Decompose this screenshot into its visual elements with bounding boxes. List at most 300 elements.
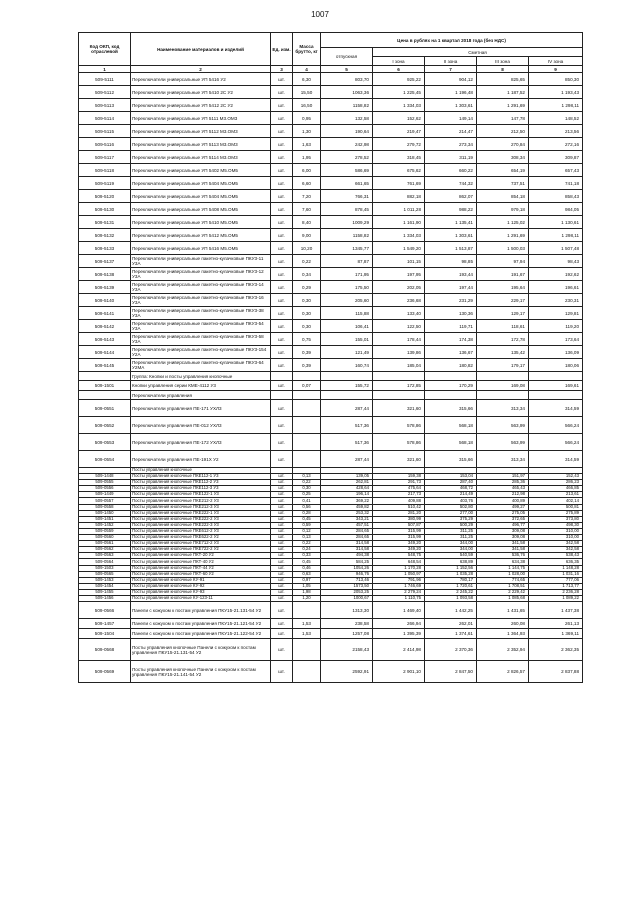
row-name: Переключатели универсальные пакетно-кулачковые ПКУ3-16 У3А — [131, 294, 271, 307]
row-price-release: 196,14 — [321, 492, 373, 498]
row-code: 509-5145 — [79, 359, 131, 372]
row-name: Посты управления кнопочные ПКЕ222-1 У3 — [131, 510, 271, 516]
row-name: Переключатели универсальные пакетно-кулачковые ПКУ3-14 У3А — [131, 281, 271, 294]
row-name: Посты управления кнопочные — [131, 468, 271, 474]
row-mass: 16,50 — [293, 99, 321, 112]
row-name: Переключатели универсальные УП 5404 М5.ОМ5 — [131, 177, 271, 190]
row-mass: 0,39 — [293, 346, 321, 359]
row-unit: шт. — [271, 268, 293, 281]
row-name: Переключатели универсальные УП 5402 М5.ОМ5 — [131, 164, 271, 177]
row-name: Посты управления кнопочные ПКЕ112-2 У3 — [131, 480, 271, 486]
header-estimate: Сметная — [373, 48, 583, 57]
row-code: 509-5139 — [79, 281, 131, 294]
row-price-zone-4: 1 713,77 — [529, 583, 583, 589]
row-unit: шт. — [271, 346, 293, 359]
row-code: 509-5133 — [79, 242, 131, 255]
row-price-release: 369,22 — [321, 498, 373, 504]
row-code: 509-5111 — [79, 73, 131, 86]
row-price-zone-1: 1 225,45 — [373, 86, 425, 99]
row-price-zone-1: 409,88 — [373, 498, 425, 504]
row-name: Посты управления кнопочные ПКЕ212-2 У3 — [131, 498, 271, 504]
row-price-zone-3: 737,51 — [477, 177, 529, 190]
header-zone-2: II зона — [425, 57, 477, 66]
row-unit: шт. — [271, 498, 293, 504]
row-code: 509-0559 — [79, 528, 131, 534]
row-price-zone-1: 291,73 — [373, 480, 425, 486]
row-price-zone-2: 500,29 — [425, 522, 477, 528]
row-mass: 6,60 — [293, 177, 321, 190]
row-price-zone-4: 310,00 — [529, 535, 583, 541]
row-price-release: 517,36 — [321, 417, 373, 434]
row-mass: 0,30 — [293, 307, 321, 320]
table-row — [79, 307, 583, 320]
row-price-zone-4: 1 089,22 — [529, 595, 583, 601]
row-name: Панели с кожухом к постам управления ПКУ15-21.131-54 У2 — [131, 602, 271, 619]
header-zone-1: I зона — [373, 57, 425, 66]
row-code: 509-5137 — [79, 255, 131, 268]
row-price-release: 253,32 — [321, 510, 373, 516]
row-price-zone-3: 151,97 — [477, 474, 529, 480]
row-code: 509-0568 — [79, 639, 131, 661]
row-price-zone-1: 1 549,20 — [373, 242, 425, 255]
row-price-zone-1: 1 746,69 — [373, 583, 425, 589]
row-unit: шт. — [271, 629, 293, 639]
table-row — [79, 281, 583, 294]
row-name: Посты управления кнопочные ПКЕ122-1 У3 — [131, 492, 271, 498]
row-code: 509-1450 — [79, 510, 131, 516]
row-price-zone-4: 261,13 — [529, 619, 583, 629]
row-price-zone-3: 309,08 — [477, 528, 529, 534]
col-number: 7 — [425, 66, 477, 73]
row-unit — [271, 391, 293, 400]
row-unit: шт. — [271, 480, 293, 486]
col-number: 4 — [293, 66, 321, 73]
row-price-zone-4: 850,30 — [529, 73, 583, 86]
row-price-release: 175,50 — [321, 281, 373, 294]
table-row — [79, 359, 583, 372]
row-price-zone-2: 2 370,36 — [425, 639, 477, 661]
row-price-zone-1: 321,60 — [373, 400, 425, 417]
row-price-zone-4: 1 193,43 — [529, 86, 583, 99]
row-price-zone-2: 660,22 — [425, 164, 477, 177]
row-code: 509-5118 — [79, 164, 131, 177]
row-mass: 1,53 — [293, 619, 321, 629]
row-price-zone-1: 548,75 — [373, 553, 425, 559]
row-name: Посты управления кнопочные ПКЕ612-2 У3 — [131, 528, 271, 534]
row-name: Переключатели универсальные УП 5416 У2 — [131, 73, 271, 86]
table-row — [79, 639, 583, 661]
row-unit: шт. — [271, 281, 293, 294]
row-price-zone-1: 925,22 — [373, 73, 425, 86]
header-code: Код ОКП, код отраслевой — [79, 33, 131, 66]
row-mass: 0,28 — [293, 510, 321, 516]
row-mass: 0,25 — [293, 492, 321, 498]
row-unit: шт. — [271, 138, 293, 151]
row-unit: шт. — [271, 559, 293, 565]
row-name: Посты управления кнопочные ПКТ-40 У2 — [131, 559, 271, 565]
row-price-zone-1: 315,99 — [373, 535, 425, 541]
row-code: 509-5143 — [79, 333, 131, 346]
row-price-zone-1: 2 414,98 — [373, 639, 425, 661]
row-unit: шт. — [271, 333, 293, 346]
row-price-zone-2: 568,18 — [425, 417, 477, 434]
header-zone-3: III зона — [477, 57, 529, 66]
row-price-zone-1: 510,42 — [373, 504, 425, 510]
row-code: 509-5142 — [79, 320, 131, 333]
row-mass — [293, 639, 321, 661]
row-price-zone-3: 1 291,69 — [477, 99, 529, 112]
row-price-zone-4: 136,09 — [529, 346, 583, 359]
row-code: 509-5120 — [79, 190, 131, 203]
row-price-zone-4: 275,89 — [529, 510, 583, 516]
row-unit: шт. — [271, 151, 293, 164]
row-code: 509-5114 — [79, 112, 131, 125]
row-price-zone-2: 1 442,25 — [425, 602, 477, 619]
row-mass: 0,07 — [293, 381, 321, 391]
row-mass: 0,24 — [293, 547, 321, 553]
row-name: Переключатели универсальные пакетно-кулачковые ПКУ3-54 У3А — [131, 320, 271, 333]
row-unit: шт. — [271, 190, 293, 203]
row-price-zone-3: 229,17 — [477, 294, 529, 307]
row-unit: шт. — [271, 320, 293, 333]
row-price-release: 155,01 — [321, 333, 373, 346]
row-code: 509-5140 — [79, 294, 131, 307]
row-price-zone-3: 979,18 — [477, 203, 529, 216]
row-mass: 0,13 — [293, 474, 321, 480]
row-code: 509-0555 — [79, 480, 131, 486]
row-price-release: 238,58 — [321, 619, 373, 629]
row-code: 509-0553 — [79, 434, 131, 451]
row-price-release: 121,49 — [321, 346, 373, 359]
row-code: 509-1503 — [79, 565, 131, 571]
row-mass: 0,29 — [293, 281, 321, 294]
row-price-release: 284,65 — [321, 535, 373, 541]
row-price-release: 314,58 — [321, 541, 373, 547]
row-unit: шт. — [271, 99, 293, 112]
row-name: Переключатели универсальные УП 5408 М5.ОМ5 — [131, 203, 271, 216]
row-name: Посты управления кнопочные ПКТ-60 У2 — [131, 571, 271, 577]
row-name: Переключатели универсальные пакетно-кулачковые ПКУ3-64 У2МА — [131, 359, 271, 372]
table-row — [79, 112, 583, 125]
row-price-zone-3: 308,34 — [477, 151, 529, 164]
row-price-zone-3: 634,38 — [477, 559, 529, 565]
table-body — [79, 73, 583, 683]
row-price-release: 314,58 — [321, 547, 373, 553]
table-row — [79, 151, 583, 164]
row-price-release: 1063,36 — [321, 86, 373, 99]
row-unit: шт. — [271, 639, 293, 661]
row-price-zone-2: 2 847,50 — [425, 661, 477, 683]
row-code: 509-0565 — [79, 571, 131, 577]
row-price-zone-2: 315,66 — [425, 451, 477, 468]
price-table-container — [78, 32, 582, 683]
col-number: 1 — [79, 66, 131, 73]
row-price-release: 115,88 — [321, 307, 373, 320]
row-price-zone-3: 313,34 — [477, 400, 529, 417]
row-price-zone-4: 173,64 — [529, 333, 583, 346]
row-price-zone-4: 538,43 — [529, 553, 583, 559]
row-price-zone-4: 152,43 — [529, 474, 583, 480]
row-mass: 0,22 — [293, 541, 321, 547]
row-price-zone-2: 311,25 — [425, 528, 477, 534]
header-unit: Ед. изм. — [271, 33, 293, 66]
row-unit: шт. — [271, 492, 293, 498]
row-code: 509-1448 — [79, 474, 131, 480]
row-code: 509-0552 — [79, 417, 131, 434]
table-row — [79, 400, 583, 417]
row-price-zone-1: 178,44 — [373, 333, 425, 346]
row-price-zone-3: 854,18 — [477, 190, 529, 203]
row-unit: шт. — [271, 541, 293, 547]
row-price-release: 106,41 — [321, 320, 373, 333]
row-mass — [293, 451, 321, 468]
row-price-zone-1: 578,86 — [373, 417, 425, 434]
row-price-zone-2: 287,40 — [425, 480, 477, 486]
row-mass: 1,05 — [293, 583, 321, 589]
row-price-zone-4: 1 369,11 — [529, 629, 583, 639]
table-row — [79, 216, 583, 229]
row-price-zone-4: 119,20 — [529, 320, 583, 333]
row-code: 509-5132 — [79, 229, 131, 242]
row-price-zone-3: 172,78 — [477, 333, 529, 346]
row-price-zone-2 — [425, 372, 477, 381]
row-price-zone-1: 266,94 — [373, 619, 425, 629]
row-price-release: 343,21 — [321, 516, 373, 522]
row-code: 509-0551 — [79, 400, 131, 417]
column-number-row — [79, 66, 583, 73]
row-unit: шт. — [271, 528, 293, 534]
row-price-zone-3: 309,08 — [477, 535, 529, 541]
row-price-zone-1: 1 395,39 — [373, 629, 425, 639]
row-mass: 0,95 — [293, 112, 321, 125]
row-price-zone-3: 774,65 — [477, 577, 529, 583]
row-mass: 1,98 — [293, 589, 321, 595]
row-mass: 6,30 — [293, 73, 321, 86]
row-code: 509-5116 — [79, 138, 131, 151]
header-mass: Масса брутто, кг — [293, 33, 321, 66]
row-price-zone-4: 272,16 — [529, 138, 583, 151]
row-price-zone-1: 281,20 — [373, 510, 425, 516]
row-price-zone-2: 862,07 — [425, 190, 477, 203]
row-price-zone-4: 636,35 — [529, 559, 583, 565]
row-price-zone-3: 270,84 — [477, 138, 529, 151]
row-price-zone-2: 904,12 — [425, 73, 477, 86]
row-price-zone-1: 349,20 — [373, 547, 425, 553]
table-row — [79, 434, 583, 451]
row-price-zone-2: 149,14 — [425, 112, 477, 125]
row-price-zone-2: 311,25 — [425, 535, 477, 541]
row-price-zone-3: 341,58 — [477, 541, 529, 547]
row-name: Переключатели универсальные пакетно-кулачковые ПКУ3-12 У3А — [131, 268, 271, 281]
row-price-zone-4 — [529, 391, 583, 400]
row-price-zone-4: 286,23 — [529, 480, 583, 486]
row-price-zone-3: 97,94 — [477, 255, 529, 268]
row-name: Переключатели управления ПЕ-012 УХЛ3 — [131, 417, 271, 434]
row-mass: 9,00 — [293, 229, 321, 242]
row-name: Панели с кожухом к постам управления ПКУ15-21.122-54 У2 — [131, 629, 271, 639]
row-price-release: 1257,08 — [321, 629, 373, 639]
row-price-zone-2 — [425, 391, 477, 400]
row-unit: шт. — [271, 571, 293, 577]
row-name: Посты управления кнопочные ПКЕ722-2 У2 — [131, 547, 271, 553]
row-mass: 7,60 — [293, 203, 321, 216]
row-price-zone-1 — [373, 391, 425, 400]
row-price-zone-2: 170,29 — [425, 381, 477, 391]
row-name: Посты управления кнопочные ПКТ-44 У2 — [131, 565, 271, 571]
row-price-zone-1: 315,99 — [373, 528, 425, 534]
row-mass: 0,97 — [293, 577, 321, 583]
row-code: 509-5117 — [79, 151, 131, 164]
row-unit: шт. — [271, 589, 293, 595]
row-price-zone-1: 152,62 — [373, 112, 425, 125]
header-release: отпускная — [321, 48, 373, 66]
row-price-zone-2: 130,36 — [425, 307, 477, 320]
row-price-zone-2: 744,32 — [425, 177, 477, 190]
row-unit: шт. — [271, 203, 293, 216]
table-row — [79, 255, 583, 268]
row-code: 509-0563 — [79, 553, 131, 559]
row-mass: 6,00 — [293, 164, 321, 177]
row-code: 509-0554 — [79, 451, 131, 468]
row-price-zone-4: 169,61 — [529, 381, 583, 391]
row-code: 509-5131 — [79, 216, 131, 229]
table-row — [79, 391, 583, 400]
row-price-zone-2: 638,89 — [425, 559, 477, 565]
row-name: Переключатели универсальные УП 5113 М3.ОМ3 — [131, 138, 271, 151]
row-price-zone-1: 236,68 — [373, 294, 425, 307]
row-price-zone-3: 212,98 — [477, 492, 529, 498]
row-price-zone-4: 402,14 — [529, 498, 583, 504]
row-price-zone-4: 98,43 — [529, 255, 583, 268]
row-price-zone-3: 1 291,69 — [477, 229, 529, 242]
row-unit: шт. — [271, 474, 293, 480]
row-unit: шт. — [271, 595, 293, 601]
row-price-zone-4: 2 362,35 — [529, 639, 583, 661]
row-mass: 0,46 — [293, 565, 321, 571]
row-price-zone-2: 540,59 — [425, 553, 477, 559]
row-price-zone-1: 507,87 — [373, 522, 425, 528]
row-price-zone-4: 1 298,11 — [529, 229, 583, 242]
col-number: 6 — [373, 66, 425, 73]
row-mass: 0,59 — [293, 522, 321, 528]
row-price-zone-2: 180,82 — [425, 359, 477, 372]
row-mass: 1,95 — [293, 151, 321, 164]
row-unit: шт. — [271, 242, 293, 255]
row-price-release: 1158,82 — [321, 229, 373, 242]
row-price-zone-1: 219,47 — [373, 125, 425, 138]
row-code: 509-1453 — [79, 577, 131, 583]
row-price-zone-1: 882,18 — [373, 190, 425, 203]
row-price-zone-3: 2 229,42 — [477, 589, 529, 595]
row-name: Переключатели универсальные УП 5410 М5.ОМ5 — [131, 216, 271, 229]
row-unit: шт. — [271, 510, 293, 516]
row-price-zone-2: 780,17 — [425, 577, 477, 583]
row-price-zone-2: 1 196,48 — [425, 86, 477, 99]
row-price-zone-4: 342,58 — [529, 541, 583, 547]
row-price-release: 584,25 — [321, 559, 373, 565]
row-price-zone-3: 195,64 — [477, 281, 529, 294]
row-code: 509-1451 — [79, 516, 131, 522]
row-price-zone-3: 1 708,51 — [477, 583, 529, 589]
row-unit: шт. — [271, 451, 293, 468]
row-mass: 0,33 — [293, 553, 321, 559]
row-mass: 0,45 — [293, 559, 321, 565]
row-price-zone-3: 1 085,68 — [477, 595, 529, 601]
row-name: Переключатели универсальные УП 5404 М5.ОМ5 — [131, 190, 271, 203]
row-price-release: 1573,50 — [321, 583, 373, 589]
row-price-zone-3: 1 500,03 — [477, 242, 529, 255]
row-price-zone-3: 212,50 — [477, 125, 529, 138]
table-row — [79, 73, 583, 86]
row-price-zone-4: 566,24 — [529, 434, 583, 451]
table-row — [79, 346, 583, 359]
row-price-release: 139,05 — [321, 474, 373, 480]
row-price-release: 205,60 — [321, 294, 373, 307]
row-unit: шт. — [271, 619, 293, 629]
row-name: Посты управления кнопочные КУ-93 — [131, 589, 271, 595]
row-name: Панели с кожухом к постам управления ПКУ15-21.121-54 У2 — [131, 619, 271, 629]
row-code: 509-5113 — [79, 99, 131, 112]
row-price-zone-4: 309,87 — [529, 151, 583, 164]
row-name: Посты управления кнопочные КУ-91 — [131, 577, 271, 583]
table-row — [79, 320, 583, 333]
row-price-zone-4: 984,05 — [529, 203, 583, 216]
table-row — [79, 229, 583, 242]
row-price-zone-1: 380,99 — [373, 516, 425, 522]
row-price-zone-1: 197,95 — [373, 268, 425, 281]
table-row — [79, 268, 583, 281]
row-price-release: 287,44 — [321, 400, 373, 417]
row-name: Переключатели управления — [131, 391, 271, 400]
row-price-zone-4: 777,06 — [529, 577, 583, 583]
row-code: 509-5130 — [79, 203, 131, 216]
row-mass: 0,30 — [293, 320, 321, 333]
row-price-zone-2: 214,49 — [425, 492, 477, 498]
row-code: 509-5112 — [79, 86, 131, 99]
row-unit: шт. — [271, 583, 293, 589]
row-name: Переключатели универсальные пакетно-кулачковые ПКУ3-11 У3А — [131, 255, 271, 268]
row-name: Переключатели универсальные УП 5412 М5.ОМ5 — [131, 229, 271, 242]
row-price-zone-3: 496,77 — [477, 522, 529, 528]
table-row — [79, 86, 583, 99]
row-code: 509-1454 — [79, 583, 131, 589]
row-price-zone-1: 791,96 — [373, 577, 425, 583]
row-code: 509-0564 — [79, 559, 131, 565]
row-price-zone-4: 566,24 — [529, 417, 583, 434]
row-price-zone-3: 147,78 — [477, 112, 529, 125]
row-price-zone-3: 191,67 — [477, 268, 529, 281]
row-price-zone-1: 1 469,40 — [373, 602, 425, 619]
row-code: 509-5138 — [79, 268, 131, 281]
row-price-zone-4: 129,81 — [529, 307, 583, 320]
table-row — [79, 138, 583, 151]
row-code: 509-1456 — [79, 595, 131, 601]
header-name: Наименование материалов и изделий — [131, 33, 271, 66]
row-price-zone-2: 315,66 — [425, 400, 477, 417]
row-price-zone-2: 1 035,28 — [425, 571, 477, 577]
row-price-release: 278,52 — [321, 151, 373, 164]
row-price-release: 87,87 — [321, 255, 373, 268]
row-price-zone-3: 563,99 — [477, 434, 529, 451]
row-price-zone-3: 1 028,00 — [477, 571, 529, 577]
row-unit: шт. — [271, 255, 293, 268]
row-price-zone-4: 858,43 — [529, 190, 583, 203]
row-price-release: 287,44 — [321, 451, 373, 468]
row-price-zone-3: 1 364,93 — [477, 629, 529, 639]
row-price-zone-2: 98,85 — [425, 255, 477, 268]
table-row — [79, 629, 583, 639]
row-price-zone-3: 1 125,02 — [477, 216, 529, 229]
